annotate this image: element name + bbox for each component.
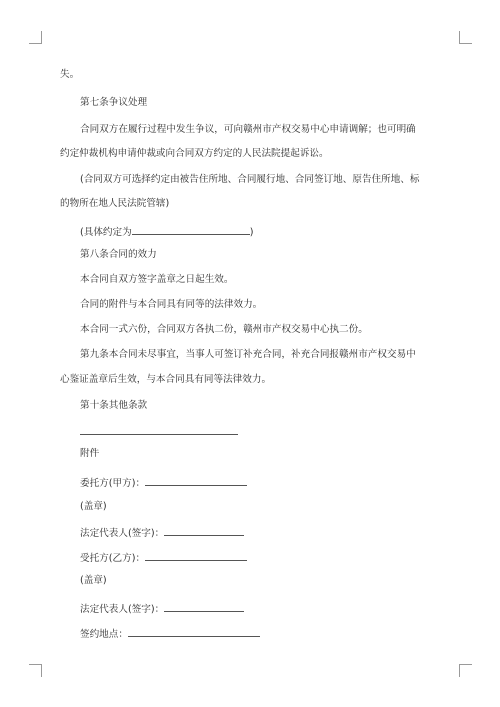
agent-representative-blank[interactable] <box>164 600 244 612</box>
signing-location-blank[interactable] <box>128 625 260 637</box>
article-8-para-2: 合同的附件与本合同具有同等的法律效力。 <box>80 299 263 310</box>
agent-representative-line <box>80 600 244 616</box>
corner-mark-bottom-right <box>459 664 472 677</box>
specific-agreement-blank[interactable] <box>132 223 250 235</box>
corner-mark-top-left <box>29 31 42 44</box>
article-7-para-line-1: 合同双方在履行过程中发生争议，可向赣州市产权交易中心申请调解；也可明确 <box>80 124 416 135</box>
principal-representative-blank[interactable] <box>164 524 244 536</box>
agent-representative-label: 法定代表人(签字)： <box>80 604 165 615</box>
attachment-heading: 附件 <box>80 448 100 459</box>
article-9-line-2: 心鉴证盖章后生效，与本合同具有同等法律效力。 <box>60 374 272 385</box>
specific-agreement-line <box>80 223 253 239</box>
principal-party-blank[interactable] <box>145 474 247 486</box>
principal-representative-label: 法定代表人(签字)： <box>80 528 165 539</box>
article-10-heading: 第十条其他条款 <box>80 400 148 411</box>
article-7-heading: 第七条争议处理 <box>80 97 148 108</box>
principal-party-label: 委托方(甲方)： <box>80 478 146 489</box>
signing-location-label: 签约地点： <box>80 629 128 640</box>
principal-seal: (盖章) <box>80 501 107 512</box>
other-terms-blank[interactable] <box>80 434 238 435</box>
jurisdiction-note-line-2: 的物所在地人民法院管辖) <box>60 198 170 209</box>
article-8-heading: 第八条合同的效力 <box>80 249 157 260</box>
agent-party-label: 受托方(乙方)： <box>80 553 146 564</box>
article-9-line-1: 第九条本合同未尽事宜，当事人可签订补充合同，补充合同报赣州市产权交易中 <box>80 349 416 360</box>
agent-seal: (盖章) <box>80 575 107 586</box>
corner-mark-bottom-left <box>29 664 42 677</box>
agent-party-blank[interactable] <box>145 549 247 561</box>
article-7-para-line-2: 约定仲裁机构申请仲裁或向合同双方约定的人民法院提起诉讼。 <box>60 148 329 159</box>
article-8-para-1: 本合同自双方签字盖章之日起生效。 <box>80 274 234 285</box>
article-8-para-3: 本合同一式六份，合同双方各执二份，赣州市产权交易中心执二份。 <box>80 324 368 335</box>
specific-agreement-close: ) <box>249 227 254 238</box>
specific-agreement-label: (具体约定为 <box>80 227 132 238</box>
signing-location-line <box>80 625 260 641</box>
jurisdiction-note-line-1: (合同双方可选择约定由被告住所地、合同履行地、合同签订地、原告住所地、标 <box>80 174 420 185</box>
principal-representative-line <box>80 524 244 540</box>
agent-party-line <box>80 549 247 565</box>
corner-mark-top-right <box>459 31 472 44</box>
continuation-text: 失。 <box>60 69 80 80</box>
principal-party-line <box>80 474 247 490</box>
